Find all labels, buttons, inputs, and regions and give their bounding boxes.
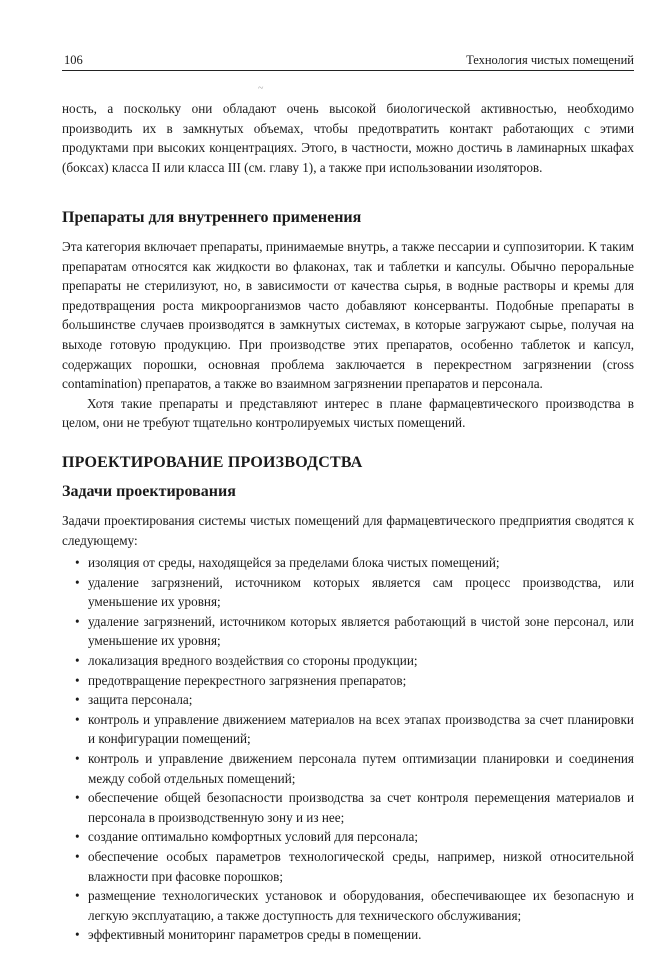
chapter-heading-design: ПРОЕКТИРОВАНИЕ ПРОИЗВОДСТВА	[62, 454, 363, 471]
list-item: • контроль и управление движением материалов на всех этапах производства за счет планировки и конфигурации помещений;	[62, 710, 634, 749]
paragraph-internal-1: Эта категория включает препараты, принимаемые внутрь, а также пессарии и суппозитории. К таким препаратам относятся как жидкости во флаконах, так и таблетки и капсулы. Обычно пероральные препараты не стерилизуют, но, в зависимости от качества сырья, в водные растворы и кремы для предотвращения роста микроорганизмов часто добавляют консерванты. Подобные препараты в большинстве случаев производятся в замкнутых системах, в которые загружают сырье, получая на выходе готовую продукцию. При производстве этих препаратов, особенно таблеток и капсул, содержащих порошки, основная проблема заключается в перекрестном загрязнении (cross contamination) препаратов, а также во взаимном загрязнении препаратов и персонала.	[62, 239, 634, 392]
intro-paragraph: ность, а поскольку они обладают очень высокой биологической активностью, необходимо производить их в замкнутых объемах, чтобы предотвратить контакт работающих с этими продуктами при высоких концентрациях. Этого, в частности, можно достичь в ламинарных шкафах (боксах) класса II или класса III (см. главу 1), а также при использовании изоляторов.	[62, 101, 634, 175]
design-lead-block	[62, 511, 634, 550]
list-item: • предотвращение перекрестного загрязнения препаратов;	[62, 671, 634, 691]
section-heading-internal: Препараты для внутреннего применения	[62, 209, 362, 226]
list-item: • удаление загрязнений, источником которых является сам процесс производства, или уменьшение их уровня;	[62, 573, 634, 612]
list-item: • размещение технологических установок и оборудования, обеспечивающее их безопасную и легкую эксплуатацию, а также доступность для технического обслуживания;	[62, 886, 634, 925]
running-title: Технология чистых помещений	[466, 53, 634, 67]
intro-paragraph-block	[62, 99, 634, 177]
list-item: • создание оптимально комфортных условий для персонала;	[62, 827, 634, 847]
section-internal-body	[62, 237, 634, 433]
subheading-design-tasks: Задачи проектирования	[62, 483, 236, 500]
list-item: • контроль и управление движением персонала путем оптимизации планировки и соединения между собой отдельных помещений;	[62, 749, 634, 788]
list-item: • удаление загрязнений, источником которых является работающий в чистой зоне персонал, или уменьшение их уровня;	[62, 612, 634, 651]
list-item: • эффективный мониторинг параметров среды в помещении.	[62, 925, 634, 945]
list-item: • изоляция от среды, находящейся за пределами блока чистых помещений;	[62, 553, 634, 573]
paragraph-internal-2: Хотя такие препараты и представляют интерес в плане фармацевтического производства в целом, они не требуют тщательно контролируемых чистых помещений.	[62, 395, 634, 431]
list-item: • обеспечение особых параметров технологической среды, например, низкой относительной влажности при фасовке порошков;	[62, 847, 634, 886]
list-item: • локализация вредного воздействия со стороны продукции;	[62, 651, 634, 671]
list-item: • защита персонала;	[62, 690, 634, 710]
design-lead: Задачи проектирования системы чистых помещений для фармацевтического предприятия сводятся к следующему:	[62, 513, 634, 548]
scan-mark: ~	[258, 83, 264, 94]
design-tasks-list	[62, 553, 634, 945]
running-header	[62, 52, 634, 71]
list-item: • обеспечение общей безопасности производства за счет контроля перемещения материалов и персонала в производственную зону и из нее;	[62, 788, 634, 827]
page-number: 106	[64, 53, 83, 67]
